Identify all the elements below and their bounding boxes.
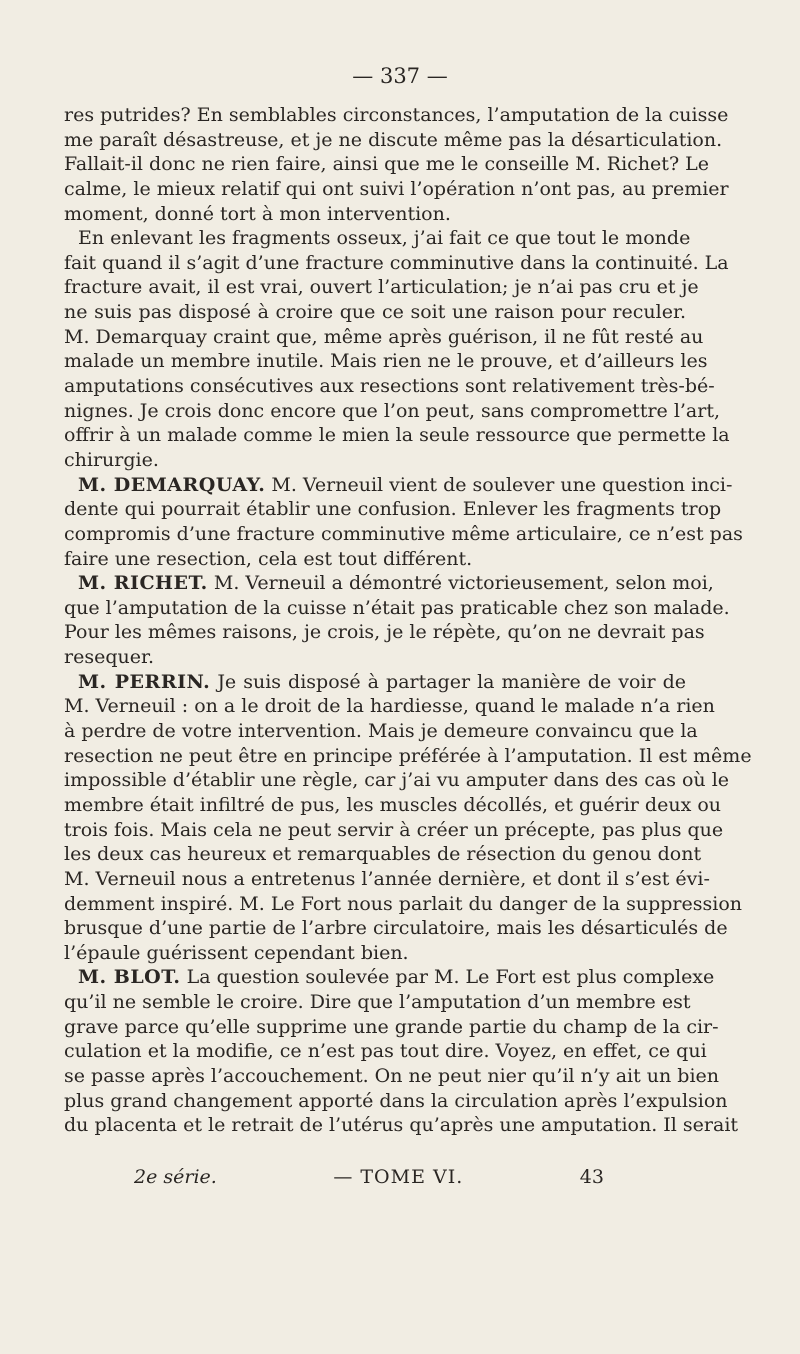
- speaker-name: M. PERRIN.: [78, 670, 211, 693]
- text-line: me paraît désastreuse, et je ne discute même pas la désarticulation.: [64, 128, 723, 151]
- text-line: fait quand il s’agit d’une fracture comminutive dans la continuité. La: [64, 251, 729, 274]
- speaker-paragraph-demarquay: [64, 473, 733, 498]
- signature-number: 43: [579, 1166, 604, 1188]
- speaker-name: M. DEMARQUAY.: [78, 473, 266, 496]
- text-line: resection ne peut être en principe préférée à l’amputation. Il est même: [64, 744, 752, 767]
- text-line: En enlevant les fragments osseux, j’ai fait ce que tout le monde: [78, 227, 691, 250]
- text-line: qu’il ne semble le croire. Dire que l’amputation d’un membre est: [64, 991, 691, 1014]
- text-line: se passe après l’accouchement. On ne peut nier qu’il n’y ait un bien: [64, 1064, 720, 1087]
- text-line: resequer.: [64, 646, 154, 669]
- text-line: impossible d’établir une règle, car j’ai vu amputer dans des cas où le: [64, 769, 730, 792]
- tome-label: — TOME VI.: [333, 1166, 464, 1188]
- text-line: faire une resection, cela est tout différent.: [64, 547, 473, 570]
- text-line: amputations consécutives aux resections sont relativement très-bé-: [64, 375, 715, 398]
- text-line: à perdre de votre intervention. Mais je demeure convaincu que la: [64, 720, 698, 743]
- text-line: les deux cas heureux et remarquables de résection du genou dont: [64, 843, 702, 866]
- text-line: compromis d’une fracture comminutive même articulaire, ce n’est pas: [64, 522, 743, 545]
- text-line: grave parce qu’elle supprime une grande partie du champ de la cir-: [64, 1015, 719, 1038]
- text-line: culation et la modifie, ce n’est pas tout dire. Voyez, en effet, ce qui: [64, 1040, 707, 1063]
- text-line: moment, donné tort à mon intervention.: [64, 202, 451, 225]
- text-line: Fallait-il donc ne rien faire, ainsi que me le conseille M. Richet? Le: [64, 153, 710, 176]
- body-text: [64, 103, 752, 1138]
- text-line: calme, le mieux relatif qui ont suivi l’opération n’ont pas, au premier: [64, 177, 729, 200]
- text-line: du placenta et le retrait de l’utérus qu’après une amputation. Il serait: [64, 1114, 739, 1137]
- text-line: trois fois. Mais cela ne peut servir à créer un précepte, pas plus que: [64, 818, 724, 841]
- text-line: M. Verneuil nous a entretenus l’année dernière, et dont il s’est évi-: [64, 867, 710, 890]
- text-line: malade un membre inutile. Mais rien ne le prouve, et d’ailleurs les: [64, 350, 708, 373]
- text-line: que l’amputation de la cuisse n’était pas praticable chez son malade.: [64, 596, 730, 619]
- text-line: fracture avait, il est vrai, ouvert l’articulation; je n’ai pas cru et je: [64, 276, 699, 299]
- speaker-paragraph-blot: [64, 965, 715, 990]
- text-line: membre était infiltré de pus, les muscles décollés, et guérir deux ou: [64, 793, 722, 816]
- text-line: M. Demarquay craint que, même après guérison, il ne fût resté au: [64, 325, 704, 348]
- text-line: demment inspiré. M. Le Fort nous parlait du danger de la suppression: [64, 892, 742, 915]
- series-label: 2e série.: [134, 1166, 217, 1188]
- speaker-name: M. BLOT.: [78, 966, 181, 989]
- text-line: ne suis pas disposé à croire que ce soit une raison pour reculer.: [64, 301, 686, 324]
- text-line: res putrides? En semblables circonstances, l’amputation de la cuisse: [64, 104, 729, 126]
- text-line: dente qui pourrait établir une confusion. Enlever les fragments trop: [64, 498, 722, 521]
- speaker-name: M. RICHET.: [78, 572, 208, 595]
- text-line: brusque d’une partie de l’arbre circulatoire, mais les désarticulés de: [64, 917, 728, 940]
- text-line: offrir à un malade comme le mien la seule ressource que permette la: [64, 424, 730, 447]
- page-footer: [134, 1166, 604, 1188]
- speaker-paragraph-perrin: [64, 670, 686, 695]
- text-line: nignes. Je crois donc encore que l’on peut, sans compromettre l’art,: [64, 399, 721, 422]
- text-line: Pour les mêmes raisons, je crois, je le répète, qu’on ne devrait pas: [64, 621, 705, 644]
- text-line: M. Verneuil a démontré victorieusement, selon moi,: [213, 572, 714, 595]
- text-line: chirurgie.: [64, 448, 159, 471]
- text-line: Je suis disposé à partager la manière de voir de: [217, 670, 687, 693]
- text-line: La question soulevée par M. Le Fort est plus complexe: [186, 966, 715, 989]
- text-line: l’épaule guérissent cependant bien.: [64, 941, 409, 964]
- text-line: M. Verneuil : on a le droit de la hardiesse, quand le malade n’a rien: [64, 695, 715, 718]
- page-number: — 337 —: [352, 64, 448, 88]
- text-line: plus grand changement apporté dans la circulation après l’expulsion: [64, 1089, 728, 1112]
- speaker-paragraph-richet: [64, 571, 714, 596]
- text-line: M. Verneuil vient de soulever une question inci-: [271, 473, 733, 496]
